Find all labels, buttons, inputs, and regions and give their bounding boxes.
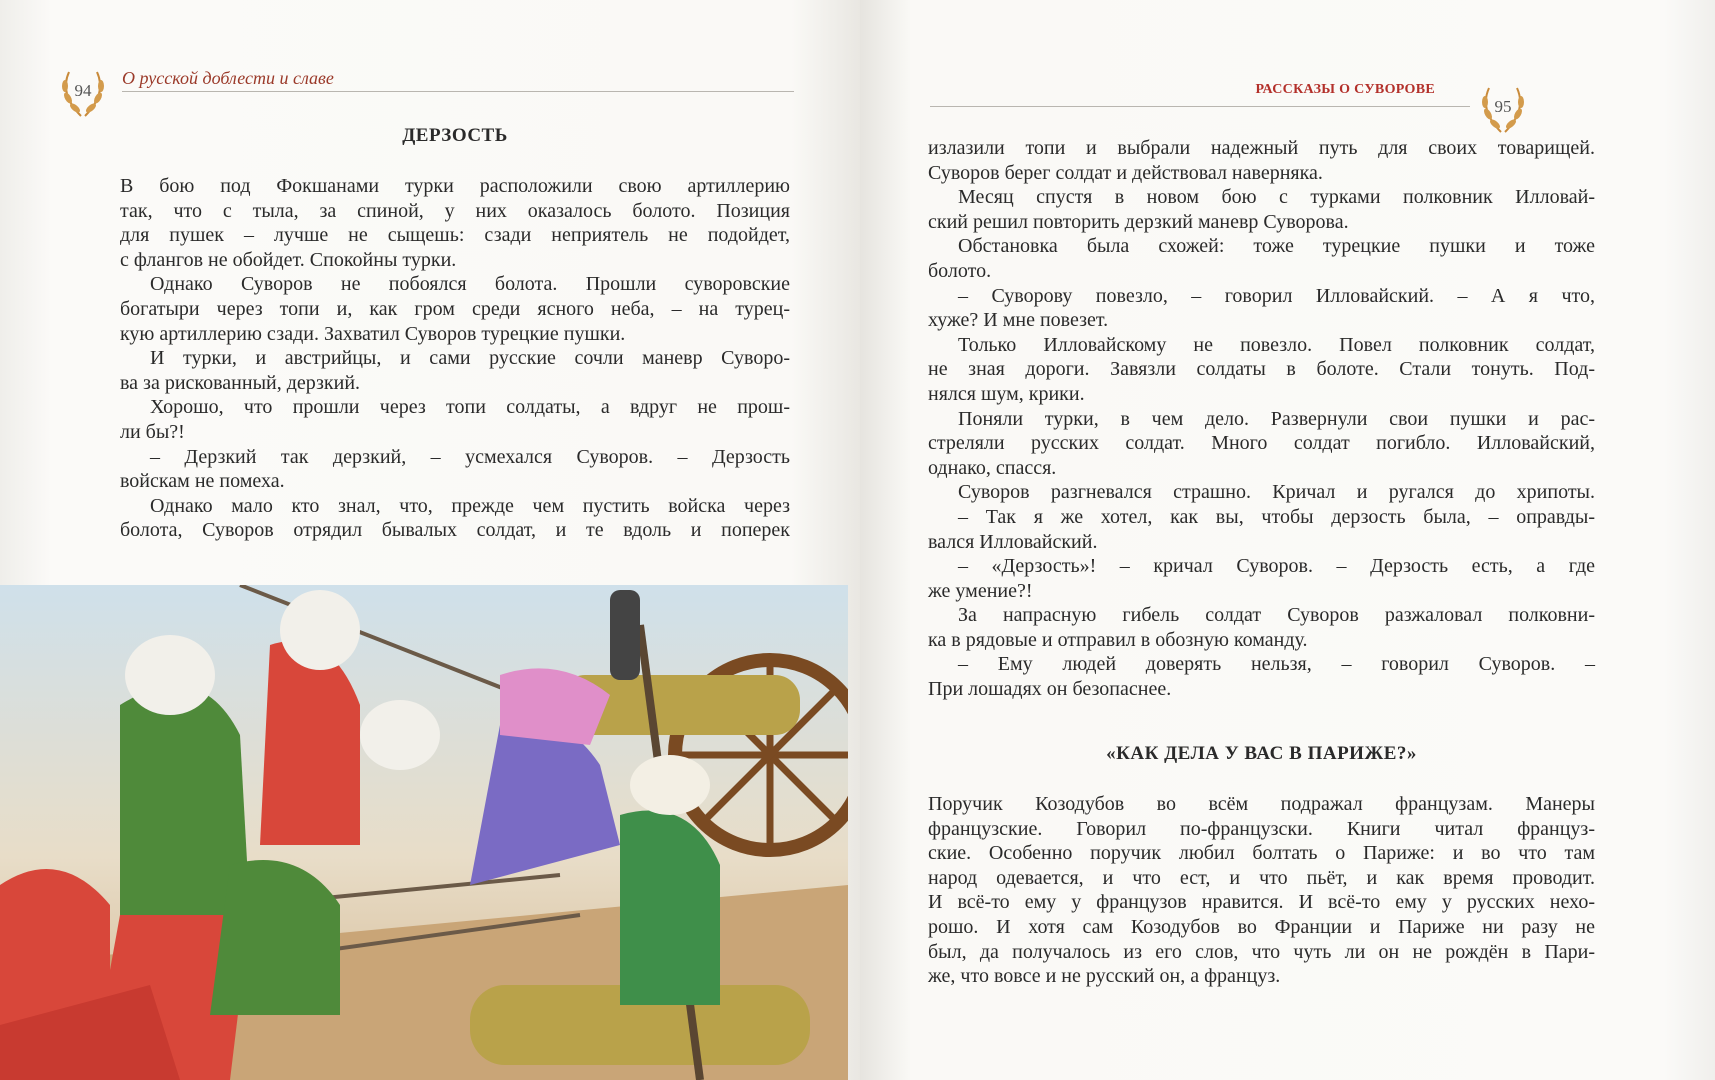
text-line: кую артиллерию сзади. Захватил Суворов турецкие пушки. xyxy=(120,322,626,345)
text-line: ка в рядовые и отправил в обозную команду. xyxy=(928,628,1308,651)
page-number: 95 xyxy=(1494,97,1512,116)
text-line: не зная дороги. Завязли солдаты в болоте. Стали тонуть. Под- xyxy=(928,358,1595,381)
header-rule xyxy=(122,91,794,92)
battle-scene-image xyxy=(0,585,848,1080)
text-line: Суворов разгневался страшно. Кричал и ругался до хрипоты. xyxy=(958,481,1595,504)
text-line: Суворов берег солдат и действовал наверняка. xyxy=(928,161,1323,184)
text-line: Поняли турки, в чем дело. Развернули свои пушки и рас- xyxy=(958,407,1595,430)
text-line: – Суворову повезло, – говорил Илловайский. – А я что, xyxy=(958,284,1595,307)
text-line: В бою под Фокшанами турки расположили свою артиллерию xyxy=(120,175,790,197)
header-rule xyxy=(930,106,1470,107)
text-line: рошо. И хотя сам Козодубов во Франции и Париже ни разу не xyxy=(928,915,1595,938)
story-text xyxy=(120,174,790,543)
text-line: ли бы?! xyxy=(120,420,185,443)
text-line: нялся шум, крики. xyxy=(928,382,1085,405)
text-line: однако, спасся. xyxy=(928,456,1057,479)
text-line: Однако Суворов не побоялся болота. Прошли суворовские xyxy=(150,273,790,296)
text-line: – Ему людей доверять нельзя, – говорил Суворов. – xyxy=(958,653,1595,676)
text-line: Однако мало кто знал, что, прежде чем пустить войска через xyxy=(150,494,790,517)
story-text-continued xyxy=(928,136,1595,702)
text-line: И турки, и австрийцы, и сами русские сочли маневр Суворо- xyxy=(150,347,790,370)
text-line: стреляли русских солдат. Много солдат погибло. Илловайский, xyxy=(928,432,1595,455)
text-line: ва за рискованный, дерзкий. xyxy=(120,371,361,394)
text-line: Поручик Козодубов во всём подражал французам. Манеры xyxy=(928,793,1595,815)
text-line: ские. Особенно поручик любил болтать о Париже: и во что там xyxy=(928,842,1595,865)
text-line: излазили топи и выбрали надежный путь для своих товарищей. xyxy=(928,137,1595,159)
text-line: богатыри через топи и, как гром среди ясного неба, – на турец- xyxy=(120,297,790,320)
text-line: войскам не помеха. xyxy=(120,470,285,493)
text-line: Только Илловайскому не повезло. Повел полковник солдат, xyxy=(958,333,1595,356)
text-line: вался Илловайский. xyxy=(928,530,1098,553)
page-number-wreath xyxy=(55,64,111,120)
page-number: 94 xyxy=(74,81,92,100)
text-line: При лошадях он безопаснее. xyxy=(928,678,1172,701)
text-line: же, что вовсе и не русский он, а француз. xyxy=(928,965,1281,988)
text-line: ский решил повторить дерзкий маневр Суворова. xyxy=(928,210,1349,233)
page-number-wreath xyxy=(1475,80,1531,136)
text-line: хуже? И мне повезет. xyxy=(928,309,1109,332)
text-line: был, да получалось из его слов, что чуть ли он не рождён в Пари- xyxy=(928,940,1595,963)
text-line: – Дерзкий так дерзкий, – усмехался Суворов. – Дерзость xyxy=(150,445,790,468)
text-line: За напрасную гибель солдат Суворов разжаловал полковни- xyxy=(958,604,1595,627)
text-line: народ одевается, и что ест, и что пьёт, и как время проводит. xyxy=(928,866,1595,889)
text-line: И всё-то ему у французов нравится. И всё-то ему у русских нехо- xyxy=(928,891,1595,914)
text-line: для пушек – лучше не сыщешь: сзади неприятель не подойдет, xyxy=(120,224,790,247)
text-line: Обстановка была схожей: тоже турецкие пушки и тоже xyxy=(958,235,1595,258)
text-line: Месяц спустя в новом бою с турками полковник Илловай- xyxy=(958,186,1595,209)
text-line: – «Дерзость»! – кричал Суворов. – Дерзость есть, а где xyxy=(958,555,1595,578)
text-line: болота, Суворов отрядил бывалых солдат, и те вдоль и поперек xyxy=(120,519,790,542)
text-line: – Так я же хотел, как вы, чтобы дерзость была, – оправды- xyxy=(958,505,1595,528)
running-head: О русской доблести и славе xyxy=(122,68,334,88)
story-title: «КАК ДЕЛА У ВАС В ПАРИЖЕ?» xyxy=(1106,743,1417,764)
text-line: французские. Говорил по-французски. Книги читал француз- xyxy=(928,817,1595,840)
text-line: болото. xyxy=(928,259,992,282)
running-head: РАССКАЗЫ О СУВОРОВЕ xyxy=(1255,82,1435,97)
text-line: так, что с тыла, за спиной, у них оказалось болото. Позиция xyxy=(120,199,790,222)
text-line: с флангов не обойдет. Спокойны турки. xyxy=(120,248,457,271)
story-text xyxy=(928,792,1595,989)
text-line: Хорошо, что прошли через топи солдаты, а вдруг не прош- xyxy=(150,396,790,419)
text-line: же умение?! xyxy=(928,579,1033,602)
story-title: ДЕРЗОСТЬ xyxy=(402,125,508,146)
battle-illustration xyxy=(0,585,848,1080)
right-page xyxy=(860,0,1715,1080)
